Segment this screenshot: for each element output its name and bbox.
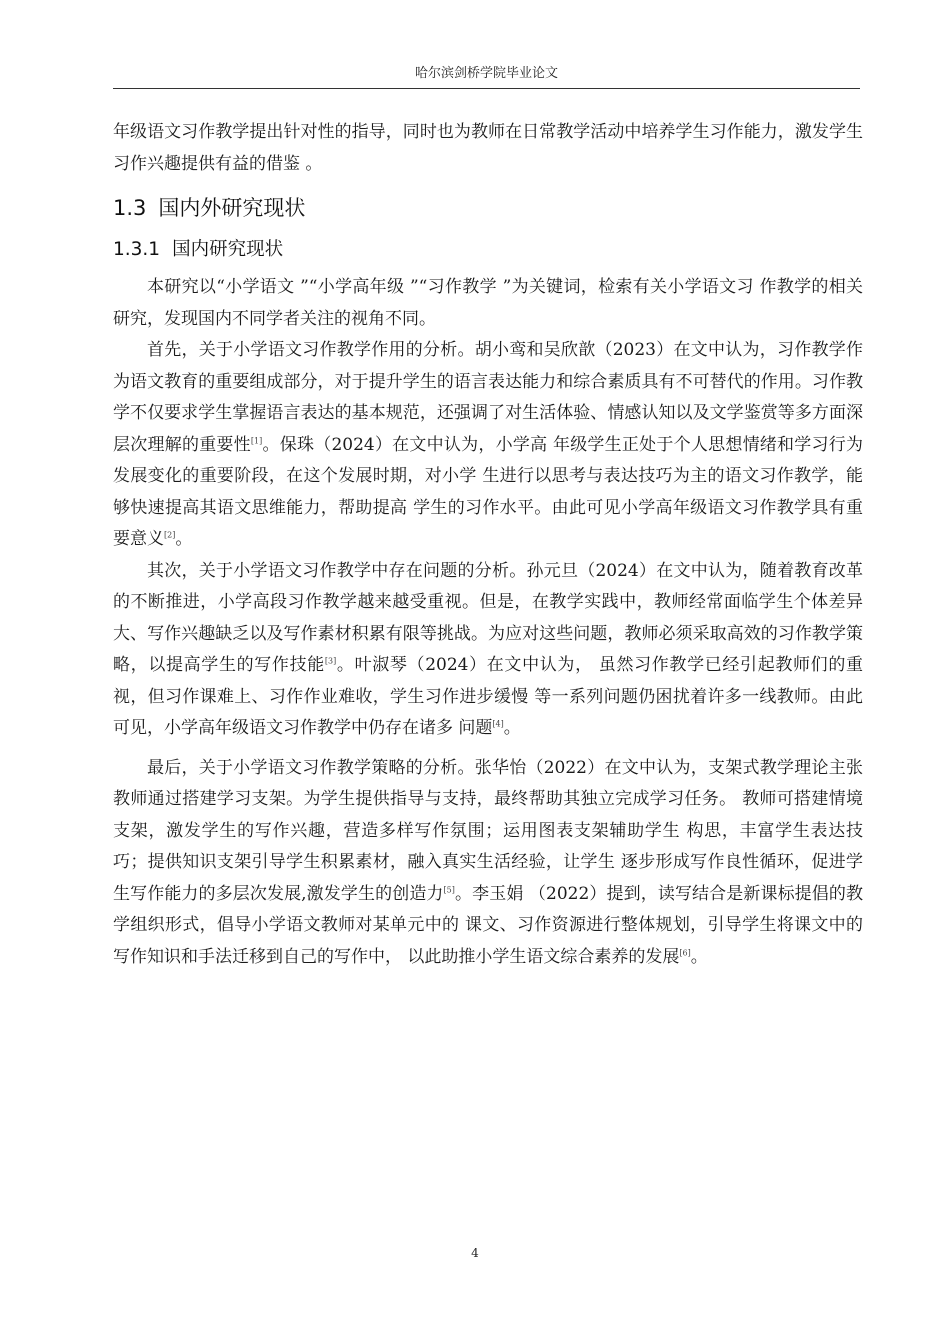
- paragraph-text: 。: [503, 718, 521, 738]
- header-divider: [113, 88, 860, 89]
- paragraph-text: 。叶淑琴（2024）在文中认为， 虽然习作教学已经引起教师们的重视，但习作课难上、习作作业难收，学生习作进步缓慢 等一系列问题仍困扰着许多一线教师。由此可见，小学高年级语文习作教学中仍存在诸多 问题: [113, 655, 864, 738]
- citation-2: [2]: [164, 530, 176, 540]
- section-number: 1.3: [113, 196, 147, 220]
- section-title: 国内外研究现状: [158, 196, 306, 220]
- paragraph-problem-analysis: [113, 556, 863, 745]
- paragraph-text: 。: [175, 529, 193, 549]
- paragraph-strategy-analysis: [113, 753, 863, 974]
- citation-4: [4]: [492, 719, 504, 729]
- paragraph-text: 最后，关于小学语文习作教学策略的分析。张华怡（2022）在文中认为，支架式教学理论主张教师通过搭建学习支架。为学生提供指导与支持，最终帮助其独立完成学习任务。 教师可搭建情境支架，激发学生的写作兴趣，营造多样写作氛围；运用图表支架辅助学生 构思，丰富学生表达技巧；提供知识支架引导学生积累素材，融入真实生活经验，让学生 逐步形成写作良性循环，促进学生写作能力的多层次发展,激发学生的创造力: [113, 757, 863, 904]
- page-header: 哈尔滨剑桥学院毕业论文: [414, 66, 558, 81]
- page-number: 4: [471, 1246, 479, 1260]
- paragraph-role-analysis: [113, 335, 863, 556]
- paragraph-gap: [113, 745, 863, 753]
- paragraph-text: 。保珠（2024）在文中认为，小学高 年级学生正处于个人思想情绪和学习行为发展变化的重要阶段，在这个发展时期，对小学 生进行以思考与表达技巧为主的语文习作教学，能够快速提高其语文思维能力，帮助提高 学生的习作水平。由此可见小学高年级语文习作教学具有重要意义: [113, 434, 863, 549]
- citation-6: [6]: [679, 947, 691, 957]
- paragraph-text: 。李玉娟 （2022）提到，读写结合是新课标提倡的教学组织形式，倡导小学语文教师对某单元中的 课文、习作资源进行整体规划，引导学生将课文中的写作知识和手法迁移到自己的写作中， 以此助推小学生语文综合素养的发展: [113, 883, 864, 967]
- paragraph-intro: 本研究以“小学语文 ”“小学高年级 ”“习作教学 ”为关键词，检索有关小学语文习 作教学的相关研究，发现国内不同学者关注的视角不同。: [113, 277, 863, 329]
- paragraph-text: 首先，关于小学语文习作教学作用的分析。胡小鸾和吴欣歆（2023）在文中认为，习作教学作为语文教育的重要组成部分，对于提升学生的语言表达能力和综合素质具有不可替代的作用。习作教学不仅要求学生掌握语言表达的基本规范，还强调了对生活体验、情感认知以及文学鉴赏等多方面深层次理解的重要性: [113, 340, 863, 455]
- subsection-number: 1.3.1: [113, 239, 161, 260]
- citation-5: [5]: [443, 884, 455, 894]
- page-body: [113, 117, 863, 973]
- citation-1: [1]: [250, 435, 263, 445]
- paragraph-text: 。: [690, 946, 708, 967]
- paragraph-continuation: 年级语文习作教学提出针对性的指导，同时也为教师在日常教学活动中培养学生习作能力，激发学生习作兴趣提供有益的借鉴 。: [113, 122, 863, 174]
- paragraph-text: 其次，关于小学语文习作教学中存在问题的分析。孙元旦（2024）在文中认为，随着教育改革的不断推进，小学高段习作教学越来越受重视。但是，在教学实践中，教师经常面临学生个体差异大、写作兴趣缺乏以及写作素材积累有限等挑战。为应对这些问题，教师必须采取高效的习作教学策略，以提高学生的写作技能: [113, 560, 863, 675]
- subsection-title: 国内研究现状: [172, 239, 284, 260]
- subsection-heading-1-3-1: [113, 230, 863, 270]
- section-heading-1-3: [113, 188, 863, 228]
- citation-3: [3]: [324, 656, 337, 666]
